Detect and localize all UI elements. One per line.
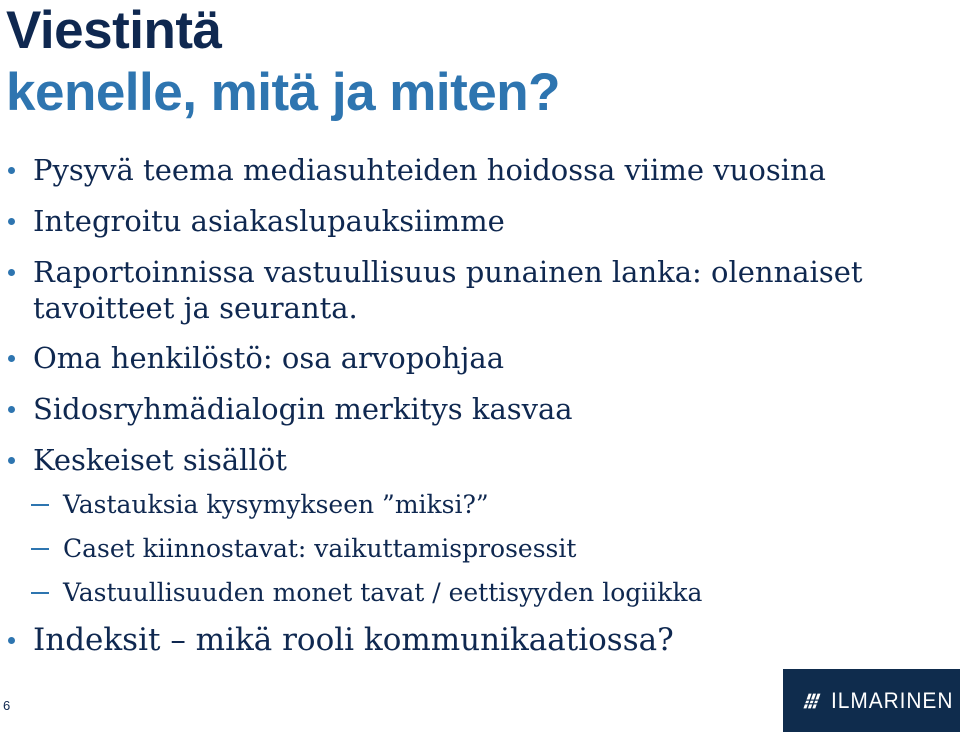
bullet-item	[0, 254, 940, 326]
bullet-item	[0, 152, 940, 188]
bullet-dot-icon	[8, 269, 15, 276]
title-line-2: kenelle, mitä ja miten?	[6, 63, 561, 122]
bullet-dot-icon	[8, 457, 15, 464]
logo-text: ILMARINEN	[831, 687, 954, 713]
bullet-text: Keskeiset sisällöt	[33, 443, 287, 477]
bullet-text: Oma henkilöstö: osa arvopohjaa	[33, 341, 504, 375]
bullet-list	[0, 152, 940, 673]
bullet-text: Raportoinnissa vastuullisuus punainen lanka: olennaiset tavoitteet ja seuranta.	[33, 255, 863, 325]
slide-title	[6, 0, 560, 124]
bullet-text: Indeksit – mikä rooli kommunikaatiossa?	[33, 622, 674, 658]
bullet-item	[0, 340, 940, 376]
sub-bullet-text: Vastuullisuuden monet tavat / eettisyyden logiikka	[63, 578, 703, 607]
sub-bullet-item	[0, 534, 940, 564]
bullet-item	[0, 203, 940, 239]
bullet-text: Integroitu asiakaslupauksiimme	[33, 204, 505, 238]
bullet-dot-icon	[8, 637, 15, 644]
bullet-text: Sidosryhmädialogin merkitys kasvaa	[33, 392, 573, 426]
dash-icon	[31, 504, 49, 506]
dash-icon	[31, 592, 49, 594]
sub-bullet-item	[0, 578, 940, 608]
sub-bullet-text: Vastauksia kysymykseen ”miksi?”	[63, 490, 489, 519]
ilmarinen-logo	[783, 669, 960, 732]
bullet-item	[0, 391, 940, 427]
bullet-text: Pysyvä teema mediasuhteiden hoidossa viime vuosina	[33, 153, 826, 187]
bullet-dot-icon	[8, 167, 15, 174]
bullet-item	[0, 622, 940, 658]
bullet-item	[0, 442, 940, 478]
dash-icon	[31, 548, 49, 550]
bullet-dot-icon	[8, 406, 15, 413]
bullet-dot-icon	[8, 355, 15, 362]
title-line-1: Viestintä	[6, 1, 222, 60]
page-number: 6	[3, 698, 11, 713]
sub-bullet-text: Caset kiinnostavat: vaikuttamisprosessit	[63, 534, 577, 563]
bullet-dot-icon	[8, 218, 15, 225]
sub-bullet-item	[0, 490, 940, 520]
ilmarinen-mark-icon	[802, 689, 821, 713]
